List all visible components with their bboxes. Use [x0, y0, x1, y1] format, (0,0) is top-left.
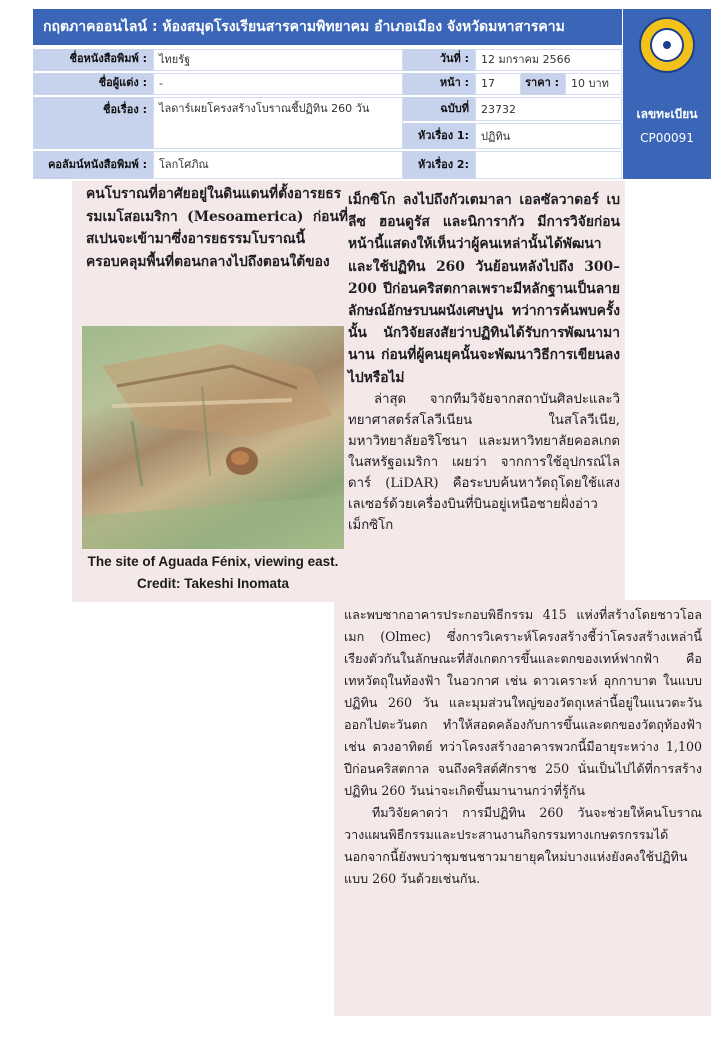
article-paragraph-2: ล่าสุด จากทีมวิจัยจากสถาบันศิลปะและวิทยาศาสตร์สโลวีเนียน ในสโลวีเนีย, มหาวิทยาลัยอริโซนา และมหาวิทยาลัยคอลเกต ในสหรัฐอเมริกา เผยว่า จากการใช้อุปกรณ์ไลดาร์ (LiDAR) คือระบบค้นหาวัตถุโดยใช้แสงเลเซอร์ด้วยเครื่องบินที่บินอยู่เหนือชายฝั่งอ่าวเม็กซิโก — [348, 391, 620, 533]
date-label: วันที่ : — [403, 49, 475, 71]
story-value: ไลดาร์เผยโครงสร้างโบราณชี้ปฏิทิน 260 วัน — [153, 97, 403, 149]
newspaper-value: ไทยรัฐ — [153, 49, 403, 71]
site-photo — [82, 326, 344, 549]
author-label: ชื่อผู้แต่ง : — [33, 73, 153, 95]
lidar-terrain-image — [82, 326, 344, 549]
subject1-label: หัวเรื่อง 1: — [403, 123, 475, 149]
page-title: กฤตภาคออนไลน์ : ห้องสมุดโรงเรียนสารคามพิทยาคม อำเภอเมือง จังหวัดมหาสารคาม — [33, 9, 622, 45]
column-label: คอลัมน์หนังสือพิมพ์ : — [33, 151, 153, 179]
author-value: - — [153, 73, 403, 95]
photo-caption: The site of Aguada Fénix, viewing east. Credit: Takeshi Inomata — [87, 554, 339, 591]
news-clipping-bottom — [334, 600, 711, 1016]
issue-label: ฉบับที่ — [403, 97, 475, 121]
page-number-value: 17 — [475, 73, 521, 95]
subject2-value — [475, 151, 622, 179]
story-label: ชื่อเรื่อง : — [33, 97, 153, 149]
price-value: 10 บาท — [565, 73, 622, 95]
newspaper-label: ชื่อหนังสือพิมพ์ : — [33, 49, 153, 71]
registration-number: CP00091 — [640, 131, 694, 145]
article-intro-text: คนโบราณที่อาศัยอยู่ในดินแดนที่ตั้งอารยธรรมเมโสอเมริกา (Mesoamerica) ก่อนที่สเปนจะเข้ามาซึ่งอารยธรรมโบราณนี้ครอบคลุมพื้นที่ตอนกลางไปถึงตอนใต้ของ — [86, 186, 348, 270]
registration-label: เลขทะเบียน — [636, 107, 698, 121]
article-paragraph-4: ทีมวิจัยคาดว่า การมีปฏิทิน 260 วันจะช่วยให้คนโบราณวางแผนพิธีกรรมและประสานงานกิจกรรมทางเกษตรกรรมได้ นอกจากนี้ยังพบว่าชุมชนชาวมายายุคใหม่บางแห่งยังคงใช้ปฏิทินแบบ 260 วันด้วยเช่นกัน. — [344, 805, 702, 886]
subject2-label: หัวเรื่อง 2: — [403, 151, 475, 179]
article-paragraph-3: และพบซากอาคารประกอบพิธีกรรม 415 แห่งที่สร้างโดยชาวโอลเมก (Olmec) ซึ่งการวิเคราะห์โครงสร้างชี้ว่าโครงสร้างเหล่านี้เรียงตัวกันในลักษณะที่สังเกตการขึ้นและตกของเทห์ฟากฟ้า คือเทหวัตถุในท้องฟ้า ในอวกาศ เช่น ดาวเคราะห์ อุกกาบาต ในแบบปฏิทิน 260 วัน และมุมส่วนใหญ่ของวัตถุเหล่านี้อยู่ในแนวตะวันออกไปตะวันตก ทำให้สอดคล้องกับการขึ้นและตกของวัตถุท้องฟ้า เช่น ดวงอาทิตย์ ทว่าโครงสร้างอาคารพวกนี้มีอายุระหว่าง 1,100 ปีก่อนคริสตกาล จนถึงคริสต์ศักราช 250 นั่นเป็นไปได้ที่การสร้างปฏิทิน 260 วันน่าจะเกิดขึ้นมานานกว่าที่รู้กัน — [344, 607, 702, 798]
catalog-header — [33, 9, 711, 179]
article-column-3 — [344, 604, 702, 890]
article-paragraph-1: เม็กซิโก ลงไปถึงกัวเตมาลา เอลซัลวาดอร์ เบลีซ ฮอนดูรัส และนิการากัว มีการวิจัยก่อนหน้านี้แสดงให้เห็นว่าผู้คนเหล่านั้นได้พัฒนาและใช้ปฏิทิน 260 วันย้อนหลังไปถึง 300–200 ปีก่อนคริสตกาลเพราะมีหลักฐานเป็นลายลักษณ์อักษรบนผนังเศษปูน ทว่าการค้นพบครั้งนั้น นักวิจัยสงสัยว่าปฏิทินได้รับการพัฒนามานาน ก่อนที่ผู้คนยุคนั้นจะพัฒนาวิธีการเขียนลงไปหรือไม่ — [348, 192, 620, 386]
article-column-2 — [348, 189, 620, 536]
article-column-1 — [86, 183, 348, 273]
registration-panel — [623, 9, 711, 179]
news-clipping-top — [72, 181, 625, 602]
page-number-label: หน้า : — [403, 73, 475, 95]
price-label: ราคา : — [521, 73, 565, 95]
subject1-value: ปฏิทิน — [475, 123, 622, 149]
date-value: 12 มกราคม 2566 — [475, 49, 622, 71]
column-value: โลกโศภิณ — [153, 151, 403, 179]
school-seal-icon — [639, 17, 695, 73]
issue-value: 23732 — [475, 97, 622, 121]
